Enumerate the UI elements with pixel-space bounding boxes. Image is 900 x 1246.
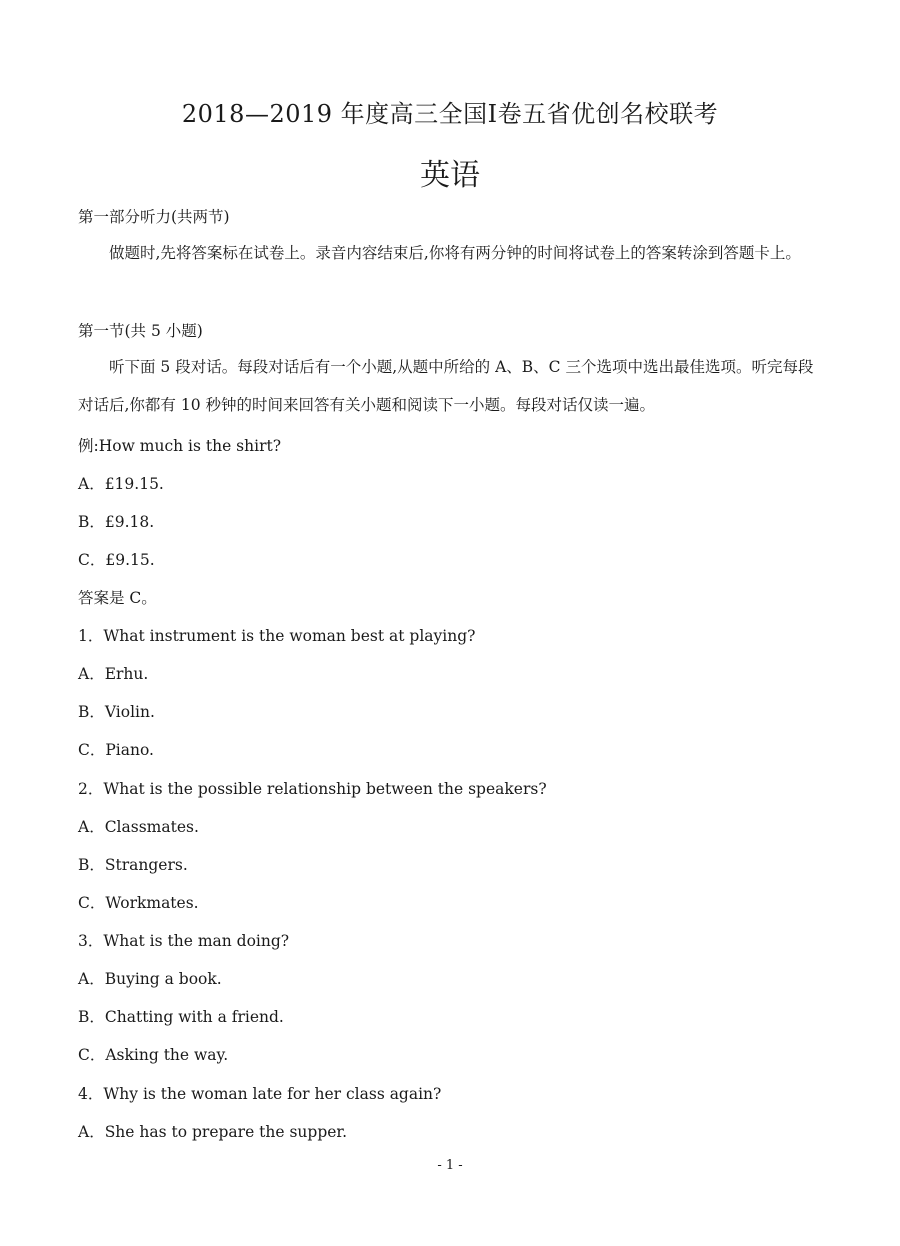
question-1: 1．What instrument is the woman best at playing? — [78, 627, 476, 645]
question-3-option: A．Buying a book. — [78, 970, 222, 988]
example-option: A．£19.15. — [78, 475, 164, 493]
part1-heading: 第一部分听力(共两节) — [78, 208, 230, 226]
question-2-option: C．Workmates. — [78, 894, 199, 912]
example-question: 例:How much is the shirt? — [78, 437, 282, 455]
question-2: 2．What is the possible relationship between the speakers? — [78, 780, 547, 798]
question-2-option: A．Classmates. — [78, 818, 199, 836]
question-4: 4．Why is the woman late for her class again? — [78, 1085, 442, 1103]
example-answer: 答案是 C。 — [78, 589, 157, 607]
section1-instructions: 听下面 5 段对话。每段对话后有一个小题,从题中所给的 A、B、C 三个选项中选出最佳选项。听完每段对话后,你都有 10 秒钟的时间来回答有关小题和阅读下一小题。每段对话仅读一遍。 — [78, 358, 814, 414]
part1-instructions: 做题时,先将答案标在试卷上。录音内容结束后,你将有两分钟的时间将试卷上的答案转涂到答题卡上。 — [109, 244, 801, 262]
question-2-option: B．Strangers. — [78, 856, 188, 874]
question-3: 3．What is the man doing? — [78, 932, 290, 950]
page-number: - 1 - — [437, 1158, 463, 1173]
example-option: B．£9.18. — [78, 513, 155, 531]
section1-heading: 第一节(共 5 小题) — [78, 322, 203, 340]
question-1-option: A．Erhu. — [78, 665, 149, 683]
subject-title: 英语 — [420, 158, 480, 193]
example-option: C．£9.15. — [78, 551, 155, 569]
exam-title: 2018—2019 年度高三全国Ⅰ卷五省优创名校联考 — [181, 100, 719, 128]
question-1-option: C．Piano. — [78, 741, 154, 759]
question-3-option: C．Asking the way. — [78, 1046, 229, 1064]
question-3-option: B．Chatting with a friend. — [78, 1008, 284, 1026]
question-4-option: A．She has to prepare the supper. — [78, 1123, 348, 1141]
question-1-option: B．Violin. — [78, 703, 155, 721]
